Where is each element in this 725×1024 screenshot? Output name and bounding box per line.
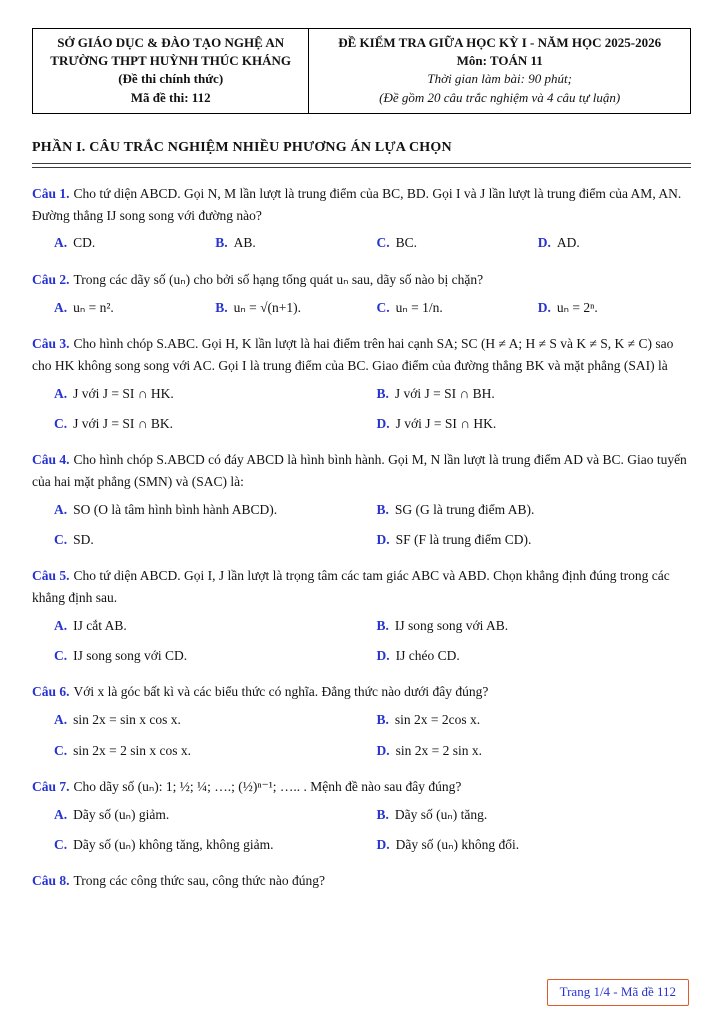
- question-1-option-b: [215, 233, 368, 253]
- option-letter-d: D.: [537, 235, 551, 251]
- question-6-options: [32, 710, 691, 761]
- option-letter-c: C.: [54, 415, 68, 431]
- school-name: TRƯỜNG THPT HUỲNH THÚC KHÁNG: [50, 53, 292, 69]
- option-letter-c: C.: [54, 532, 68, 548]
- question-5-number: Câu 5.: [32, 568, 70, 584]
- exam-code: Mã đề thi: 112: [130, 89, 211, 105]
- option-text-d: J với J = SI ∩ HK.: [395, 415, 497, 431]
- question-7-text: Cho dãy số (uₙ): 1; ½; ¼; ….; (½)ⁿ⁻¹; ….. . Mệnh đề nào sau đây đúng?: [73, 778, 462, 794]
- question-4-number: Câu 4.: [32, 452, 70, 468]
- question-7-option-a: [54, 805, 369, 825]
- option-text-c: IJ song song với CD.: [73, 648, 188, 664]
- option-letter-b: B.: [376, 712, 389, 728]
- question-1-options: [32, 233, 691, 253]
- question-3-options: [32, 384, 691, 435]
- question-2-stem: [32, 269, 691, 291]
- question-5-text: Cho tứ diện ABCD. Gọi I, J lần lượt là trọng tâm các tam giác ABC và ABD. Chọn khẳng định đúng trong các khẳng định sau.: [32, 568, 670, 606]
- question-3-option-b: [377, 384, 692, 404]
- question-7-options: [32, 805, 691, 856]
- option-text-a: SO (O là tâm hình bình hành ABCD).: [73, 501, 278, 517]
- question-8: [32, 870, 691, 892]
- option-text-b: J với J = SI ∩ BH.: [394, 385, 495, 401]
- question-4: [32, 449, 691, 550]
- question-3-option-c: [54, 414, 369, 434]
- option-letter-a: A.: [54, 501, 68, 517]
- option-text-b: Dãy số (uₙ) tăng.: [394, 806, 488, 822]
- question-2-option-c: [377, 298, 530, 318]
- option-letter-c: C.: [376, 299, 390, 315]
- question-2-option-d: [538, 298, 691, 318]
- option-letter-b: B.: [376, 501, 389, 517]
- exam-header: [32, 28, 691, 114]
- question-6-option-a: [54, 710, 369, 730]
- option-text-c: sin 2x = 2 sin x cos x.: [73, 742, 191, 758]
- option-letter-d: D.: [537, 299, 551, 315]
- option-text-c: BC.: [395, 235, 418, 251]
- header-right-cell: [309, 29, 691, 114]
- option-text-b: AB.: [233, 235, 256, 251]
- option-text-d: IJ chéo CD.: [395, 648, 460, 664]
- question-7-option-d: [377, 835, 692, 855]
- question-5-option-c: [54, 646, 369, 666]
- option-letter-b: B.: [215, 299, 228, 315]
- department-name: SỞ GIÁO DỤC & ĐÀO TẠO NGHỆ AN: [57, 35, 285, 50]
- option-letter-d: D.: [376, 836, 390, 852]
- option-letter-c: C.: [54, 836, 68, 852]
- option-text-c: SD.: [73, 532, 94, 548]
- question-3-text: Cho hình chóp S.ABC. Gọi H, K lần lượt là hai điểm trên hai cạnh SA; SC (H ≠ A; H ≠ S và K ≠ S, K ≠ C) sao cho HK không song song với AC. Gọi I là trung điểm của BC. Giao điểm của đường thẳng BK và mặt phẳng (SAI) là: [32, 335, 674, 373]
- question-1-text: Cho tứ diện ABCD. Gọi N, M lần lượt là trung điểm của BC, BD. Gọi I và J lần lượt là trung điểm của AM, AN. Đường thẳng IJ song song với đường nào?: [32, 185, 682, 223]
- option-text-a: uₙ = n².: [73, 299, 114, 315]
- option-letter-d: D.: [376, 648, 390, 664]
- question-7-number: Câu 7.: [32, 778, 70, 794]
- exam-duration: Thời gian làm bài: 90 phút;: [427, 71, 572, 87]
- option-text-b: sin 2x = 2cos x.: [394, 712, 481, 728]
- option-letter-c: C.: [54, 742, 68, 758]
- question-5-option-a: [54, 616, 369, 636]
- question-4-option-d: [377, 530, 692, 550]
- question-4-text: Cho hình chóp S.ABCD có đáy ABCD là hình bình hành. Gọi M, N lần lượt là trung điểm AD và BC. Giao tuyến của hai mặt phẳng (SMN) và (SAC) là:: [32, 452, 687, 489]
- option-text-c: uₙ = 1/n.: [395, 299, 443, 315]
- question-4-stem: [32, 449, 691, 493]
- option-letter-d: D.: [376, 415, 390, 431]
- question-3-number: Câu 3.: [32, 335, 70, 351]
- option-text-d: Dãy số (uₙ) không đổi.: [395, 836, 520, 852]
- option-text-a: IJ cắt AB.: [73, 617, 127, 633]
- question-1-option-c: [377, 233, 530, 253]
- question-6-option-d: [377, 741, 692, 761]
- option-letter-a: A.: [54, 385, 68, 401]
- option-text-c: J với J = SI ∩ BK.: [73, 415, 174, 431]
- option-letter-b: B.: [376, 806, 389, 822]
- question-5-option-d: [377, 646, 692, 666]
- option-letter-c: C.: [376, 235, 390, 251]
- question-6: [32, 681, 691, 760]
- page-number-label: Trang 1/4 - Mã đề 112: [559, 984, 676, 999]
- question-7: [32, 776, 691, 855]
- question-2-number: Câu 2.: [32, 271, 70, 287]
- option-text-d: uₙ = 2ⁿ.: [556, 299, 598, 315]
- question-1: [32, 183, 691, 254]
- option-letter-b: B.: [376, 385, 389, 401]
- question-4-option-c: [54, 530, 369, 550]
- question-3-option-a: [54, 384, 369, 404]
- section-title: PHẦN I. CÂU TRẮC NGHIỆM NHIỀU PHƯƠNG ÁN LỰA CHỌN: [32, 139, 452, 155]
- question-5-stem: [32, 565, 691, 609]
- question-2-options: [32, 298, 691, 318]
- option-text-a: J với J = SI ∩ HK.: [73, 385, 174, 401]
- question-7-stem: [32, 776, 691, 798]
- header-left-cell: [33, 29, 309, 114]
- option-letter-c: C.: [54, 648, 68, 664]
- option-letter-d: D.: [376, 532, 390, 548]
- subject-name: Môn: TOÁN 11: [456, 53, 543, 69]
- question-2: [32, 269, 691, 318]
- question-6-stem: [32, 681, 691, 703]
- question-6-text: Với x là góc bất kì và các biểu thức có nghĩa. Đẳng thức nào dưới đây đúng?: [73, 684, 489, 700]
- question-7-option-c: [54, 835, 369, 855]
- question-8-number: Câu 8.: [32, 873, 70, 889]
- question-8-stem: [32, 870, 691, 892]
- option-text-a: Dãy số (uₙ) giảm.: [73, 806, 170, 822]
- option-text-d: SF (F là trung điểm CD).: [395, 532, 532, 548]
- option-letter-a: A.: [54, 806, 68, 822]
- question-1-option-d: [538, 233, 691, 253]
- question-2-option-a: [54, 298, 207, 318]
- question-6-option-c: [54, 741, 369, 761]
- question-2-option-b: [215, 298, 368, 318]
- option-text-b: IJ song song với AB.: [394, 617, 509, 633]
- question-7-option-b: [377, 805, 692, 825]
- exam-structure: (Đề gồm 20 câu trắc nghiệm và 4 câu tự luận): [379, 89, 621, 105]
- question-3: [32, 333, 691, 434]
- option-letter-a: A.: [54, 235, 68, 251]
- page-footer: [547, 979, 689, 1006]
- question-4-option-a: [54, 500, 369, 520]
- question-5-option-b: [377, 616, 692, 636]
- question-5: [32, 565, 691, 666]
- option-text-b: SG (G là trung điểm AB).: [394, 501, 535, 517]
- question-8-text: Trong các công thức sau, công thức nào đúng?: [73, 873, 325, 889]
- question-5-options: [32, 616, 691, 667]
- option-text-a: sin 2x = sin x cos x.: [73, 712, 181, 728]
- question-1-option-a: [54, 233, 207, 253]
- option-text-b: uₙ = √(n+1).: [233, 299, 302, 315]
- option-letter-d: D.: [376, 742, 390, 758]
- option-letter-a: A.: [54, 617, 68, 633]
- question-1-number: Câu 1.: [32, 185, 70, 201]
- exam-type: (Đề thi chính thức): [118, 71, 224, 87]
- option-letter-b: B.: [215, 235, 228, 251]
- option-text-c: Dãy số (uₙ) không tăng, không giảm.: [73, 836, 274, 852]
- question-3-stem: [32, 333, 691, 377]
- question-3-option-d: [377, 414, 692, 434]
- exam-title: ĐỀ KIỂM TRA GIỮA HỌC KỲ I - NĂM HỌC 2025-2026: [338, 35, 662, 50]
- question-2-text: Trong các dãy số (uₙ) cho bởi số hạng tổng quát uₙ sau, dãy số nào bị chặn?: [73, 271, 484, 287]
- double-rule-divider: [32, 163, 691, 168]
- option-letter-b: B.: [376, 617, 389, 633]
- option-text-d: sin 2x = 2 sin x.: [395, 742, 482, 758]
- question-6-number: Câu 6.: [32, 684, 70, 700]
- question-1-stem: [32, 183, 691, 227]
- option-letter-a: A.: [54, 299, 68, 315]
- option-letter-a: A.: [54, 712, 68, 728]
- question-4-option-b: [377, 500, 692, 520]
- option-text-d: AD.: [556, 235, 580, 251]
- question-4-options: [32, 500, 691, 551]
- question-6-option-b: [377, 710, 692, 730]
- option-text-a: CD.: [73, 235, 96, 251]
